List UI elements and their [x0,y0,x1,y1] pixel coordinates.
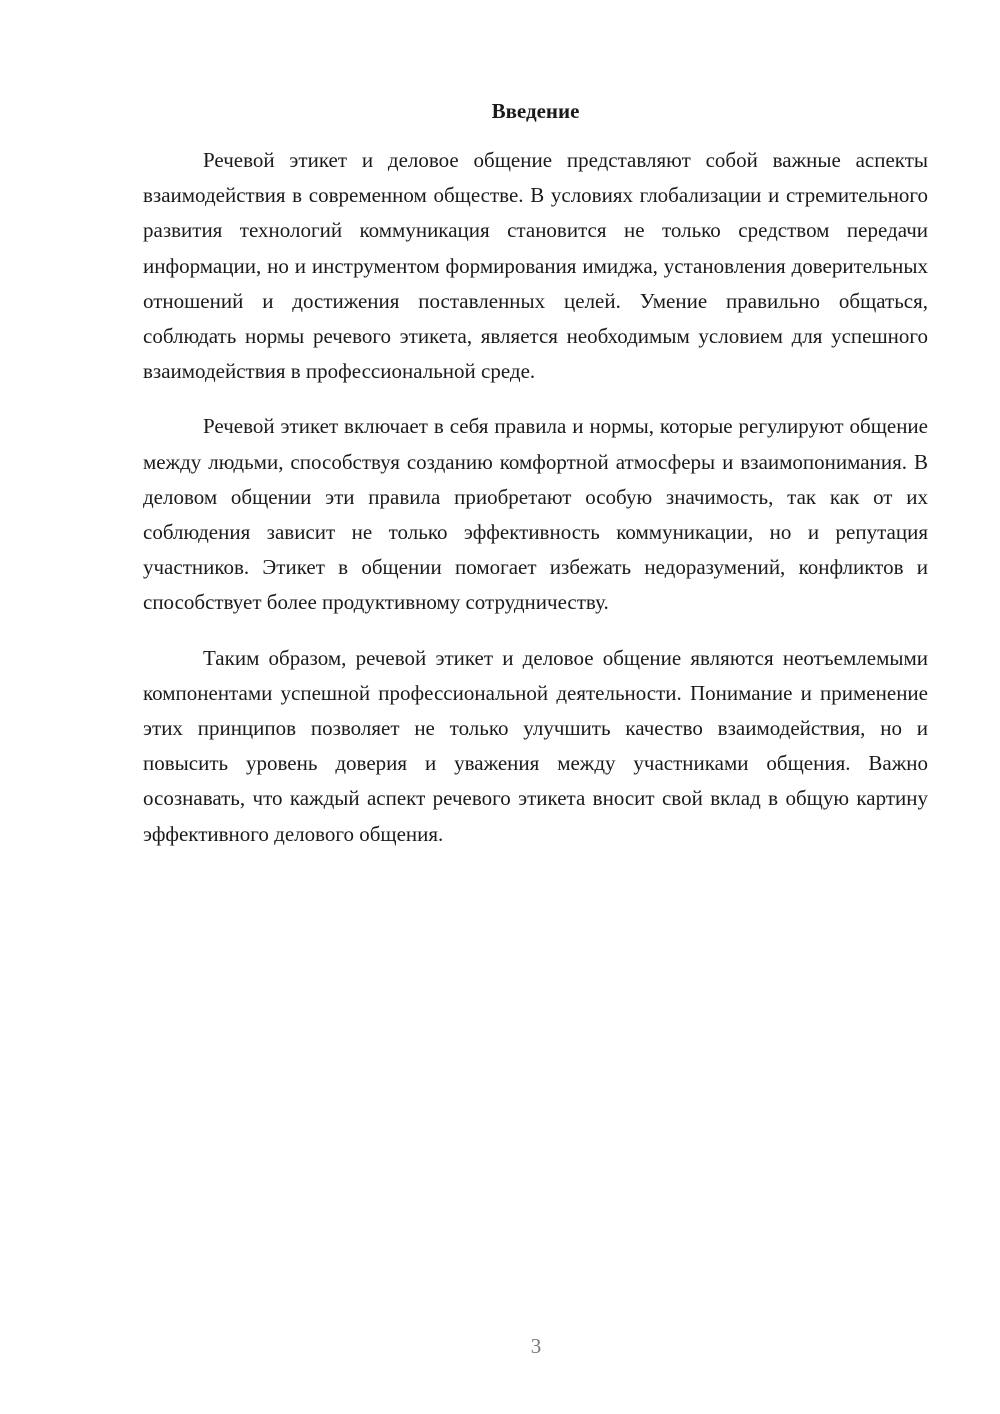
page-number: 3 [530,1334,542,1358]
paragraph: Речевой этикет и деловое общение представляют собой важные аспекты взаимодействия в современном обществе. В условиях глобализации и стремительного развития технологий коммуникация становится не только средством передачи информации, но и инструментом формирования имиджа, установления доверительных отношений и достижения поставленных целей. Умение правильно общаться, соблюдать нормы речевого этикета, является необходимым условием для успешного взаимодействия в профессиональной среде. [143,148,928,384]
paragraph: Таким образом, речевой этикет и деловое общение являются неотъемлемыми компонентами успешной профессиональной деятельности. Понимание и применение этих принципов позволяет не только улучшить качество взаимодействия, но и повысить уровень доверия и уважения между участниками общения. Важно осознавать, что каждый аспект речевого этикета вносит свой вклад в общую картину эффективного делового общения. [143,645,928,846]
section-title: Введение [491,99,580,123]
document-body [143,143,928,872]
paragraph: Речевой этикет включает в себя правила и нормы, которые регулируют общение между людьми, способствуя созданию комфортной атмосферы и взаимопонимания. В деловом общении эти правила приобретают особую значимость, так как от их соблюдения зависит не только эффективность коммуникации, но и репутация участников. Этикет в общении помогает избежать недоразумений, конфликтов и способствует более продуктивному сотрудничеству. [143,414,928,615]
